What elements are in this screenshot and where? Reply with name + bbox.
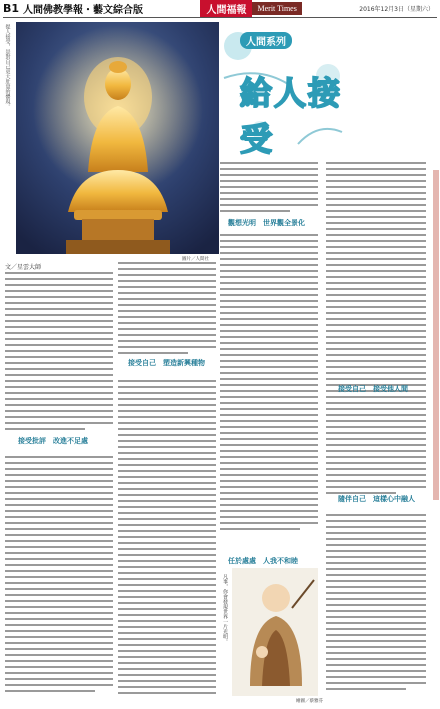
illustration-credit: 繪圖／蔡雅芬 [296, 699, 323, 704]
column-4-lines [326, 162, 430, 702]
author-byline: 文／星雲大師 [5, 264, 42, 271]
column-mid-text [118, 262, 218, 702]
heading-6: 隨伴自己 這樣心中融人 [338, 495, 415, 503]
logo-english: Merit Times [252, 2, 301, 15]
heading-1: 接受批評 改進不足處 [18, 437, 88, 445]
logo-chinese: 人間福報 [200, 0, 252, 17]
title-block [218, 26, 348, 156]
issue-date: 2016年12月3日（星期六） [359, 6, 434, 13]
heading-3: 觀想光明 世界觀全景化 [228, 219, 305, 227]
buddha-statue-illustration [16, 22, 219, 254]
column-mid-lines [118, 262, 218, 702]
page-number: B1 [3, 2, 20, 15]
column-left-text [5, 272, 115, 702]
monk-drawing [232, 568, 318, 696]
header-rule [3, 17, 437, 18]
newspaper-logo [200, 0, 301, 17]
column-4-text [326, 162, 430, 702]
right-edge-strip [433, 170, 439, 500]
article-title: 給人接受 [240, 74, 343, 158]
bottom-vertical-caption: 凡事，你會發現世界一片光明。 [222, 574, 228, 644]
series-tag: 人間系列 [240, 32, 292, 49]
column-left-lines [5, 272, 115, 702]
photo-credit: 圖片／人間社 [182, 257, 209, 262]
section-title: 人間佛教學報・藝文綜合版 [23, 5, 144, 16]
heading-2: 接受自己 塑造新興種物 [128, 359, 205, 367]
masthead [0, 0, 440, 17]
heading-4: 任於處處 人我不和睦 [228, 557, 298, 565]
heading-5: 接受自己 接受他人間 [338, 385, 408, 393]
monk-illustration [232, 568, 318, 696]
left-vertical-caption: 提人接受，是對自己更大肚量的體現。 [4, 24, 11, 109]
buddha-statue-photo [16, 22, 219, 254]
